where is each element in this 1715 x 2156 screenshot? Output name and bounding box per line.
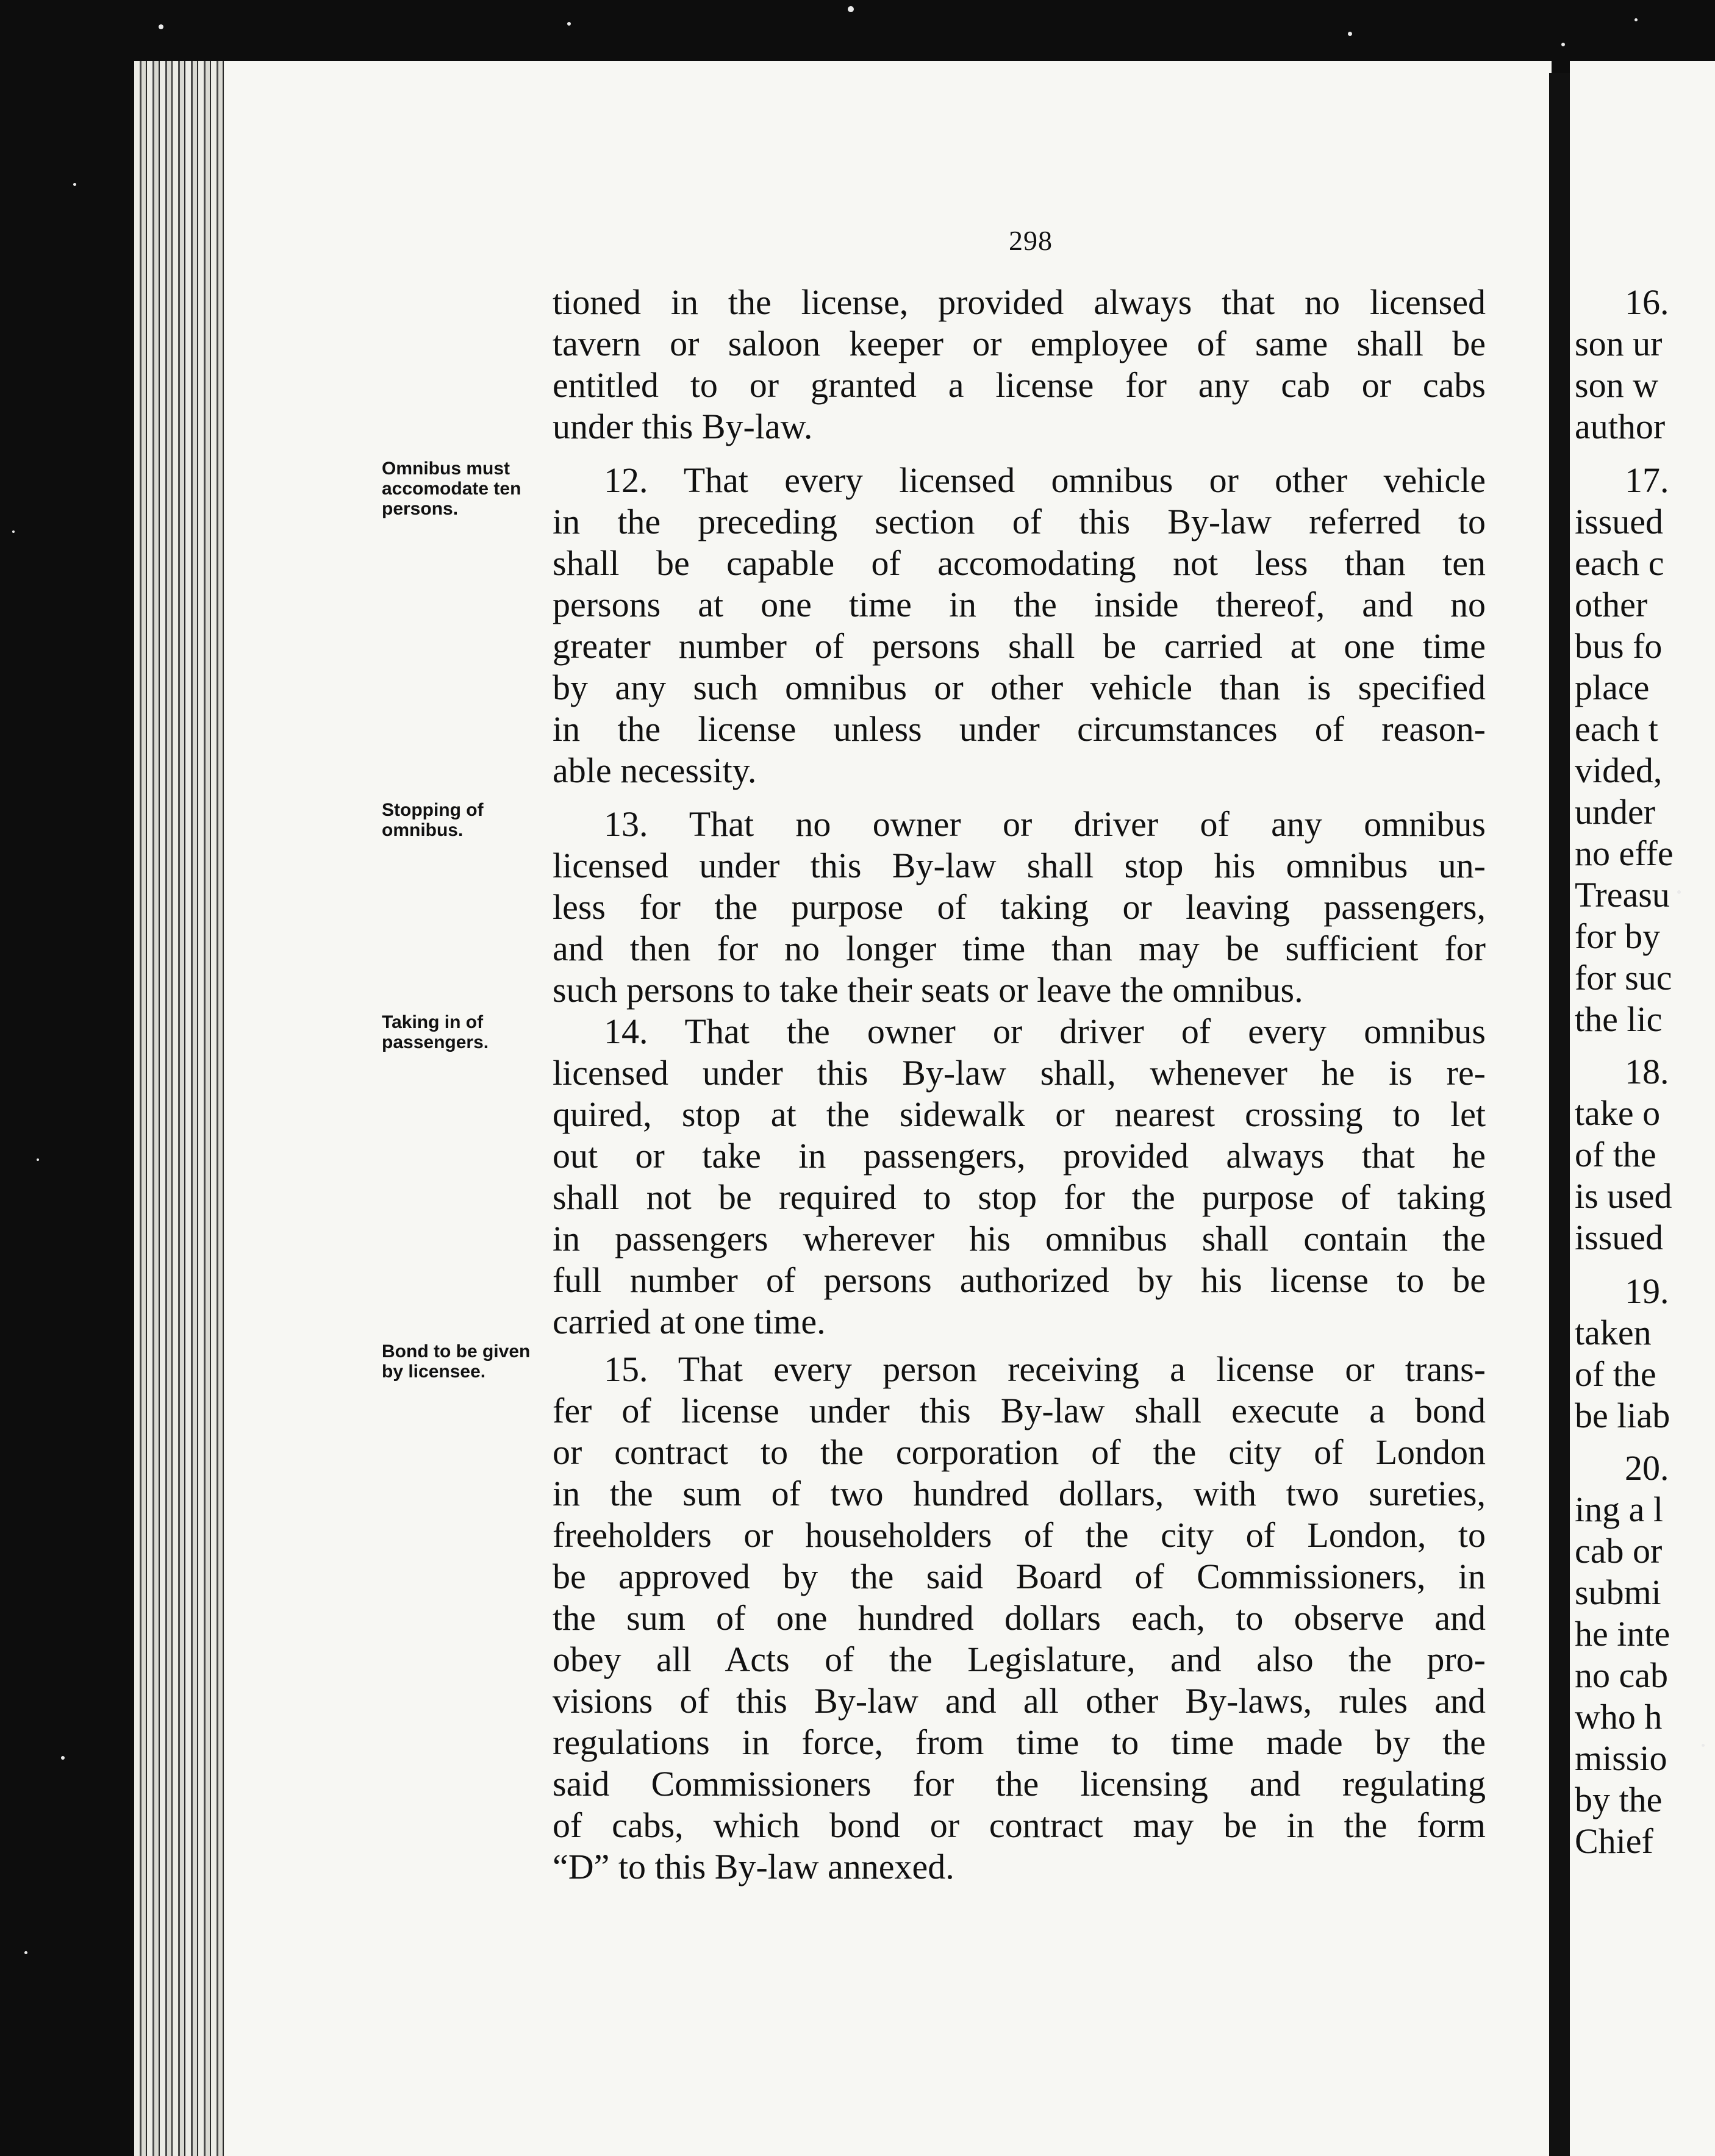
marginal-note: [382, 800, 553, 840]
facing-page-line: son w: [1575, 365, 1658, 405]
facing-page-line: is used: [1575, 1176, 1672, 1216]
text-line: carried at one time.: [553, 1302, 826, 1341]
marginal-note-line: accomodate ten: [382, 479, 521, 499]
facing-page-line: ing a l: [1575, 1490, 1663, 1529]
text-line: of cabs, which bond or contract may be in the form: [553, 1805, 1486, 1845]
facing-page-line: 19.: [1625, 1271, 1669, 1311]
facing-page-line: no cab: [1575, 1655, 1668, 1695]
facing-page-line: of the: [1575, 1354, 1656, 1394]
facing-page-line: cab or: [1575, 1531, 1663, 1571]
dust-speck: [73, 183, 76, 186]
facing-page-line: 17.: [1625, 460, 1669, 500]
dust-speck: [848, 6, 854, 12]
marginal-note-line: Stopping of: [382, 800, 484, 820]
facing-page-line: other: [1575, 585, 1648, 624]
marginal-note-line: Taking in of: [382, 1012, 484, 1032]
text-line: under this By-law.: [553, 407, 813, 446]
dust-speck: [1702, 1744, 1705, 1747]
text-line: and then for no longer time than may be sufficient for: [553, 929, 1486, 968]
text-line: able necessity.: [553, 751, 757, 790]
facing-page-line: no effe: [1575, 833, 1674, 873]
text-line: “D” to this By-law annexed.: [553, 1847, 954, 1887]
text-line: regulations in force, from time to time made by the: [553, 1722, 1486, 1762]
text-line: by any such omnibus or other vehicle than is specified: [553, 668, 1486, 707]
text-line: in the sum of two hundred dollars, with two sureties,: [553, 1474, 1486, 1513]
dust-speck: [567, 22, 571, 26]
text-line: in passengers wherever his omnibus shall contain the: [553, 1219, 1486, 1258]
facing-page-line: each c: [1575, 543, 1664, 583]
facing-page-line: 18.: [1625, 1052, 1669, 1091]
marginal-note-line: omnibus.: [382, 820, 464, 840]
text-line: 14. That the owner or driver of every omnibus: [604, 1012, 1486, 1051]
facing-page-line: he inte: [1575, 1614, 1670, 1654]
facing-page-line: under: [1575, 792, 1656, 832]
text-line: obey all Acts of the Legislature, and also the pro-: [553, 1640, 1486, 1679]
text-line: such persons to take their seats or leave the omnibus.: [553, 970, 1303, 1010]
facing-page-line: of the: [1575, 1135, 1656, 1174]
text-line: in the preceding section of this By-law referred to: [553, 502, 1486, 541]
facing-page-line: 16.: [1625, 282, 1669, 322]
marginal-note-line: Omnibus must: [382, 459, 510, 479]
page-number: 298: [1009, 225, 1053, 256]
dust-speck: [1348, 32, 1352, 36]
text-line: or contract to the corporation of the city of London: [553, 1432, 1486, 1472]
text-line: licensed under this By-law shall stop his omnibus un-: [553, 846, 1486, 885]
marginal-note: [382, 1341, 553, 1382]
facing-page-line: for suc: [1575, 958, 1672, 998]
facing-page-line: the lic: [1575, 999, 1663, 1039]
page-edge-stack: [134, 61, 226, 2156]
text-line: persons at one time in the inside thereof, and no: [553, 585, 1486, 624]
text-line: quired, stop at the sidewalk or nearest crossing to let: [553, 1094, 1486, 1134]
book-fold-shadow: [1549, 73, 1570, 2156]
text-line: in the license unless under circumstances of reason-: [553, 709, 1486, 749]
facing-page-line: each t: [1575, 709, 1658, 749]
dust-speck: [37, 1158, 39, 1161]
text-line: tioned in the license, provided always that no licensed: [553, 282, 1486, 322]
dust-speck: [159, 24, 163, 29]
text-line: shall be capable of accomodating not less than ten: [553, 543, 1486, 583]
dust-speck: [1677, 890, 1681, 894]
facing-page-line: for by: [1575, 916, 1661, 956]
marginal-note: [382, 1012, 553, 1052]
text-line: fer of license under this By-law shall execute a bond: [553, 1391, 1486, 1430]
facing-page-line: submi: [1575, 1572, 1661, 1612]
facing-page-line: Treasu: [1575, 875, 1670, 915]
marginal-note-line: by licensee.: [382, 1362, 486, 1382]
text-line: greater number of persons shall be carried at one time: [553, 626, 1486, 666]
marginal-note-line: persons.: [382, 499, 459, 519]
text-line: freeholders or householders of the city of London, to: [553, 1515, 1486, 1555]
facing-page-line: bus fo: [1575, 626, 1663, 666]
dust-speck: [1561, 43, 1565, 46]
text-line: be approved by the said Board of Commissioners, in: [553, 1557, 1486, 1596]
text-line: entitled to or granted a license for any cab or cabs: [553, 365, 1486, 405]
facing-page-line: issued: [1575, 1218, 1663, 1257]
text-line: shall not be required to stop for the purpose of taking: [553, 1177, 1486, 1217]
text-line: full number of persons authorized by his license to be: [553, 1260, 1486, 1300]
text-line: visions of this By-law and all other By-laws, rules and: [553, 1681, 1486, 1721]
text-line: out or take in passengers, provided always that he: [553, 1136, 1486, 1176]
facing-page-line: 20.: [1625, 1448, 1669, 1488]
facing-page-line: be liab: [1575, 1396, 1670, 1435]
text-line: 15. That every person receiving a license or trans-: [604, 1349, 1486, 1389]
text-line: 13. That no owner or driver of any omnibus: [604, 804, 1486, 844]
facing-page-line: vided,: [1575, 751, 1663, 790]
text-line: said Commissioners for the licensing and regulating: [553, 1764, 1486, 1804]
facing-page: [1570, 61, 1715, 2156]
text-line: licensed under this By-law shall, whenever he is re-: [553, 1053, 1486, 1093]
facing-page-line: by the: [1575, 1780, 1663, 1819]
facing-page-line: missio: [1575, 1738, 1667, 1778]
marginal-note-line: passengers.: [382, 1032, 489, 1052]
marginal-note: [382, 459, 553, 519]
facing-page-line: place: [1575, 668, 1650, 707]
facing-page-line: Chief: [1575, 1821, 1653, 1861]
dust-speck: [61, 1756, 65, 1760]
marginal-note-line: Bond to be given: [382, 1341, 531, 1362]
facing-page-line: son ur: [1575, 324, 1663, 363]
facing-page-line: taken: [1575, 1313, 1652, 1352]
dust-speck: [12, 530, 15, 533]
text-line: 12. That every licensed omnibus or other vehicle: [604, 460, 1486, 500]
facing-page-line: issued: [1575, 502, 1663, 541]
text-line: the sum of one hundred dollars each, to observe and: [553, 1598, 1486, 1638]
facing-page-line: author: [1575, 407, 1666, 446]
facing-page-line: take o: [1575, 1093, 1661, 1133]
text-line: less for the purpose of taking or leaving passengers,: [553, 887, 1486, 927]
dust-speck: [1634, 18, 1638, 21]
facing-page-line: who h: [1575, 1697, 1663, 1737]
dust-speck: [24, 1951, 27, 1954]
text-line: tavern or saloon keeper or employee of same shall be: [553, 324, 1486, 363]
